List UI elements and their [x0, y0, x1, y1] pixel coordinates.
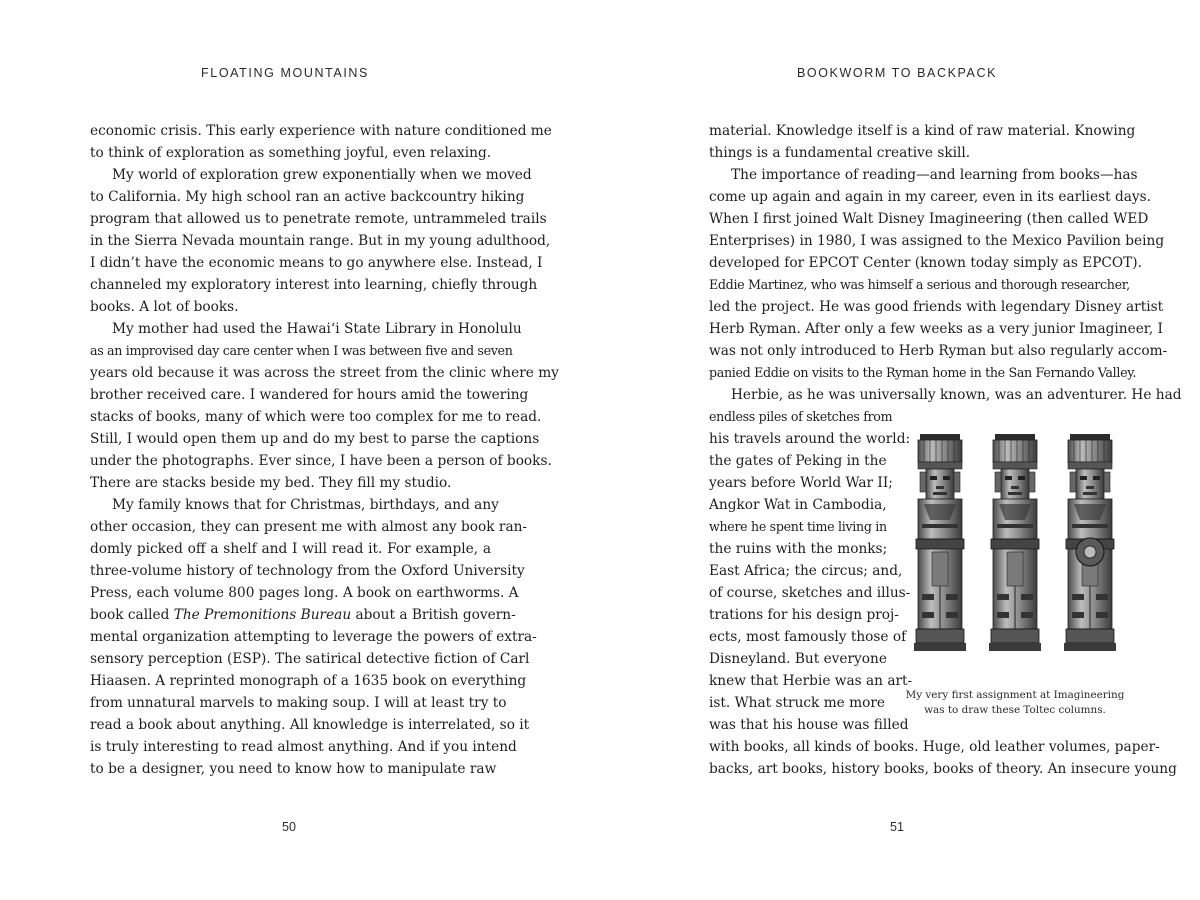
text-line: years old because it was across the street from the clinic where my — [90, 365, 559, 381]
text-line: program that allowed us to penetrate remote, untrammeled trails — [90, 211, 547, 227]
text-line: panied Eddie on visits to the Ryman home in the San Fernando Valley. — [709, 365, 1137, 380]
text-line: his travels around the world: — [709, 431, 911, 447]
text-line: was that his house was filled — [709, 717, 909, 733]
left-body-text — [90, 120, 559, 780]
right-page — [600, 0, 1200, 900]
text-line: knew that Herbie was an art- — [709, 673, 913, 689]
text-line: Eddie Martinez, who was himself a serious and thorough researcher, — [709, 277, 1130, 292]
text-line: led the project. He was good friends with legendary Disney artist — [709, 299, 1164, 315]
page-number-right: 51 — [890, 820, 904, 834]
text-line: Angkor Wat in Cambodia, — [709, 497, 887, 513]
text-line: read a book about anything. All knowledge is interrelated, so it — [90, 717, 530, 733]
running-head-left: FLOATING MOUNTAINS — [201, 66, 369, 80]
text-line: endless piles of sketches from — [709, 409, 893, 424]
text-line: I didn’t have the economic means to go anywhere else. Instead, I — [90, 255, 543, 271]
text-line: three-volume history of technology from the Oxford University — [90, 563, 525, 579]
text-line: My mother had used the Hawai‘i State Library in Honolulu — [112, 321, 522, 337]
text-line: My family knows that for Christmas, birthdays, and any — [112, 497, 499, 513]
text-line: under the photographs. Ever since, I have been a person of books. — [90, 453, 552, 469]
caption-line: was to draw these Toltec columns. — [924, 704, 1106, 716]
text-line: backs, art books, history books, books of theory. An insecure young — [709, 761, 1177, 777]
text-line: to think of exploration as something joyful, even relaxing. — [90, 145, 492, 161]
text-line: is truly interesting to read almost anything. And if you intend — [90, 739, 517, 755]
text-line: where he spent time living in — [709, 519, 887, 534]
text-line: to California. My high school ran an active backcountry hiking — [90, 189, 525, 205]
text-line: ist. What struck me more — [709, 695, 885, 711]
text-line: trations for his design proj- — [709, 607, 899, 623]
text-line: economic crisis. This early experience with nature conditioned me — [90, 123, 552, 139]
text-line: domly picked off a shelf and I will read it. For example, a — [90, 541, 491, 557]
text-line: Still, I would open them up and do my best to parse the captions — [90, 431, 540, 447]
text-line: come up again and again in my career, even in its earliest days. — [709, 189, 1151, 205]
caption-line: My very first assignment at Imagineering — [905, 689, 1125, 701]
text-line: There are stacks beside my bed. They fill my studio. — [90, 475, 452, 491]
text-line: Herb Ryman. After only a few weeks as a very junior Imagineer, I — [709, 321, 1163, 337]
page-number-left: 50 — [282, 820, 296, 834]
text-line: the ruins with the monks; — [709, 541, 888, 557]
text-line: When I first joined Walt Disney Imagineering (then called WED — [709, 211, 1149, 227]
text-line: Herbie, as he was universally known, was an adventurer. He had — [731, 387, 1182, 403]
text-line: of course, sketches and illus- — [709, 585, 911, 601]
book-title: The Premonitions Bureau — [173, 607, 352, 623]
running-head-right: BOOKWORM TO BACKPACK — [796, 66, 998, 80]
text-line: other occasion, they can present me with almost any book ran- — [90, 519, 528, 535]
text-line: developed for EPCOT Center (known today simply as EPCOT). — [709, 255, 1142, 271]
text-line: The importance of reading—and learning from books—has — [731, 167, 1138, 183]
text-line-with-title — [90, 604, 516, 626]
text-line: mental organization attempting to leverage the powers of extra- — [90, 629, 537, 645]
text-line: brother received care. I wandered for hours amid the towering — [90, 387, 529, 403]
text-line: as an improvised day care center when I was between five and seven — [90, 343, 513, 358]
text-line: from unnatural marvels to making soup. I will at least try to — [90, 695, 507, 711]
text-line: channeled my exploratory interest into learning, chiefly through — [90, 277, 538, 293]
figure-caption — [900, 688, 1130, 718]
text-line: with books, all kinds of books. Huge, old leather volumes, paper- — [709, 739, 1160, 755]
text-line: in the Sierra Nevada mountain range. But in my young adulthood, — [90, 233, 551, 249]
text-line: My world of exploration grew exponentially when we moved — [112, 167, 532, 183]
toltec-columns-illustration — [910, 428, 1120, 668]
text-line: things is a fundamental creative skill. — [709, 145, 971, 161]
text-line: stacks of books, many of which were too complex for me to read. — [90, 409, 542, 425]
text-line: was not only introduced to Herb Ryman but also regularly accom- — [709, 343, 1168, 359]
text-line: Enterprises) in 1980, I was assigned to the Mexico Pavilion being — [709, 233, 1165, 249]
text-line: East Africa; the circus; and, — [709, 563, 903, 579]
text-fragment: about a British govern- — [351, 607, 516, 623]
text-line: to be a designer, you need to know how to manipulate raw — [90, 761, 497, 777]
text-line: Press, each volume 800 pages long. A book on earthworms. A — [90, 585, 519, 601]
text-line: books. A lot of books. — [90, 299, 239, 315]
text-fragment: book called — [90, 607, 174, 623]
text-line: sensory perception (ESP). The satirical detective fiction of Carl — [90, 651, 530, 667]
text-line: Hiaasen. A reprinted monograph of a 1635 book on everything — [90, 673, 527, 689]
text-line: years before World War II; — [709, 475, 893, 491]
text-line: Disneyland. But everyone — [709, 651, 887, 667]
text-line: the gates of Peking in the — [709, 453, 887, 469]
text-line: ects, most famously those of — [709, 629, 907, 645]
text-line: material. Knowledge itself is a kind of raw material. Knowing — [709, 123, 1136, 139]
